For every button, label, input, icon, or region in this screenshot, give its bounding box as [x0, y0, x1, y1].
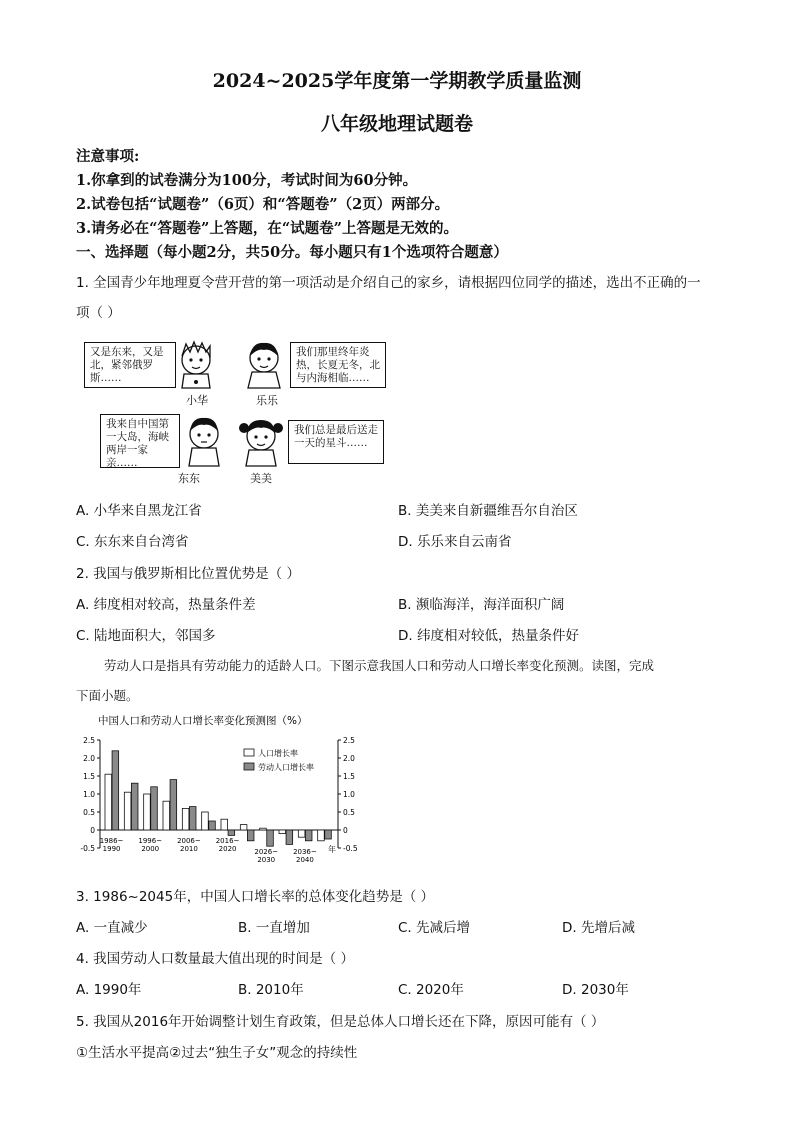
x-tick-label: 1996~ 2000 [138, 837, 163, 853]
y-tick-label-left: 1.5 [83, 772, 95, 781]
x-tick-label: 1986~ 1990 [99, 837, 124, 853]
meimei-bubble: 我们总是最后送走一天的星斗…… [288, 420, 384, 464]
q3-option-a[interactable]: A. 一直减少 [76, 920, 148, 936]
x-unit-label: 年 [328, 845, 336, 854]
q1-option-b[interactable]: B. 美美来自新疆维吾尔自治区 [398, 503, 578, 519]
exam-subtitle: 八年级地理试题卷 [320, 113, 473, 135]
bar-population-2006-2010 [182, 808, 189, 830]
bar-population-2036-2040 [298, 830, 305, 837]
legend-swatch-population [244, 749, 254, 756]
lele-figure [240, 338, 288, 390]
bar-labor-2041-2045 [325, 830, 332, 839]
chart-title: 中国人口和劳动人口增长率变化预测图（%） [98, 715, 308, 727]
bar-labor-2026-2030 [267, 830, 274, 846]
bar-population-2026-2030 [260, 828, 267, 830]
q1-option-d[interactable]: D. 乐乐来自云南省 [398, 534, 512, 550]
x-tick-label: 2006~ 2010 [177, 837, 201, 853]
x-tick-label: 2016~ 2020 [215, 837, 240, 853]
bar-labor-2001-2005 [170, 780, 177, 830]
q2-option-b[interactable]: B. 濒临海洋，海洋面积广阔 [398, 597, 565, 613]
y-tick-label-right: -0.5 [343, 844, 358, 853]
q3-option-c[interactable]: C. 先减后增 [398, 920, 471, 936]
bar-population-2021-2025 [240, 825, 247, 830]
y-tick-label-left: 0.5 [83, 808, 95, 817]
y-tick-label-left: 2.0 [83, 754, 95, 763]
q2-option-d[interactable]: D. 纬度相对较低，热量条件好 [398, 628, 579, 644]
section-heading: 一、选择题（每小题2分，共50分。每小题只有1个选项符合题意） [76, 244, 508, 261]
xiaohua-bubble: 又是东来，又是北，紧邻俄罗斯…… [84, 342, 176, 388]
q1-stem-cont: 项（ ） [76, 305, 121, 321]
passage-line1: 劳动人口是指具有劳动能力的适龄人口。下图示意我国人口和劳动人口增长率变化预测。读图，完成 [104, 658, 655, 673]
meimei-figure [236, 414, 286, 468]
exam-title: 2024~2025学年度第一学期教学质量监测 [212, 70, 582, 92]
bar-labor-1991-1995 [131, 783, 138, 830]
q3-option-b[interactable]: B. 一直增加 [238, 920, 310, 936]
bar-labor-1996-2000 [151, 787, 158, 830]
q2-option-c[interactable]: C. 陆地面积大，邻国多 [76, 628, 216, 644]
q4-option-c[interactable]: C. 2020年 [398, 982, 464, 998]
q5-statements: ①生活水平提高②过去“独生子女”观念的持续性 [76, 1045, 358, 1061]
q5-stem: 5. 我国从2016年开始调整计划生育政策，但是总体人口增长还在下降，原因可能有（ ） [76, 1014, 605, 1030]
meimei-name: 美美 [250, 472, 272, 485]
y-tick-label-right: 0 [343, 826, 348, 835]
notice-item-1: 1.你拿到的试卷满分为100分，考试时间为60分钟。 [76, 172, 418, 189]
bar-labor-2021-2025 [247, 830, 254, 841]
y-tick-label-left: -0.5 [80, 844, 95, 853]
dongdong-figure [180, 414, 228, 468]
bar-labor-2011-2015 [209, 821, 216, 830]
q4-option-d[interactable]: D. 2030年 [562, 982, 629, 998]
q2-option-a[interactable]: A. 纬度相对较高，热量条件差 [76, 597, 256, 613]
bar-labor-1986-1990 [112, 751, 119, 830]
q4-option-b[interactable]: B. 2010年 [238, 982, 304, 998]
y-tick-label-left: 2.5 [83, 736, 95, 745]
q1-stem: 1. 全国青少年地理夏令营开营的第一项活动是介绍自己的家乡，请根据四位同学的描述，选出不正确的一 [76, 275, 701, 291]
q1-option-c[interactable]: C. 东东来自台湾省 [76, 534, 189, 550]
bar-population-2031-2035 [279, 830, 286, 834]
q3-stem: 3. 1986~2045年，中国人口增长率的总体变化趋势是（ ） [76, 889, 434, 905]
y-tick-label-right: 2.5 [343, 736, 355, 745]
legend-swatch-labor [244, 763, 254, 770]
notice-heading: 注意事项: [76, 148, 140, 165]
y-tick-label-right: 2.0 [343, 754, 355, 763]
x-tick-label: 2026~ 2030 [254, 848, 279, 864]
y-tick-label-right: 1.5 [343, 772, 355, 781]
xiaohua-figure [172, 340, 220, 390]
lele-name: 乐乐 [256, 394, 278, 407]
bar-population-2001-2005 [163, 801, 170, 830]
xiaohua-name: 小华 [186, 394, 208, 407]
bar-labor-2016-2020 [228, 830, 235, 835]
lele-bubble: 我们那里终年炎热，长夏无冬，北与内海相临…… [290, 342, 386, 388]
bar-labor-2036-2040 [305, 830, 312, 841]
notice-item-2: 2.试卷包括“试题卷”（6页）和“答题卷”（2页）两部分。 [76, 196, 450, 213]
bar-labor-2031-2035 [286, 830, 293, 844]
bar-labor-2006-2010 [189, 807, 196, 830]
legend-label-labor: 劳动人口增长率 [258, 763, 314, 772]
bar-population-1991-1995 [124, 792, 131, 830]
legend-label-population: 人口增长率 [258, 749, 298, 758]
dongdong-bubble: 我来自中国第一大岛，海峡两岸一家亲…… [100, 414, 180, 468]
bar-population-1996-2000 [144, 794, 151, 830]
bar-population-1986-1990 [105, 774, 112, 830]
dongdong-name: 东东 [178, 472, 200, 485]
x-tick-label: 2036~ 2040 [293, 848, 317, 864]
y-tick-label-right: 1.0 [343, 790, 355, 799]
q4-stem: 4. 我国劳动人口数量最大值出现的时间是（ ） [76, 951, 354, 967]
bar-population-2011-2015 [202, 812, 209, 830]
y-tick-label-left: 0 [90, 826, 95, 835]
q4-option-a[interactable]: A. 1990年 [76, 982, 142, 998]
passage-line2: 下面小题。 [76, 688, 139, 703]
notice-item-3: 3.请务必在“答题卷”上答题，在“试题卷”上答题是无效的。 [76, 220, 458, 237]
bar-population-2016-2020 [221, 819, 228, 830]
y-tick-label-right: 0.5 [343, 808, 355, 817]
q1-option-a[interactable]: A. 小华来自黑龙江省 [76, 503, 202, 519]
q2-stem: 2. 我国与俄罗斯相比位置优势是（ ） [76, 566, 300, 582]
y-tick-label-left: 1.0 [83, 790, 95, 799]
bar-population-2041-2045 [318, 830, 325, 841]
population-growth-chart [76, 708, 366, 876]
q3-option-d[interactable]: D. 先增后减 [562, 920, 635, 936]
